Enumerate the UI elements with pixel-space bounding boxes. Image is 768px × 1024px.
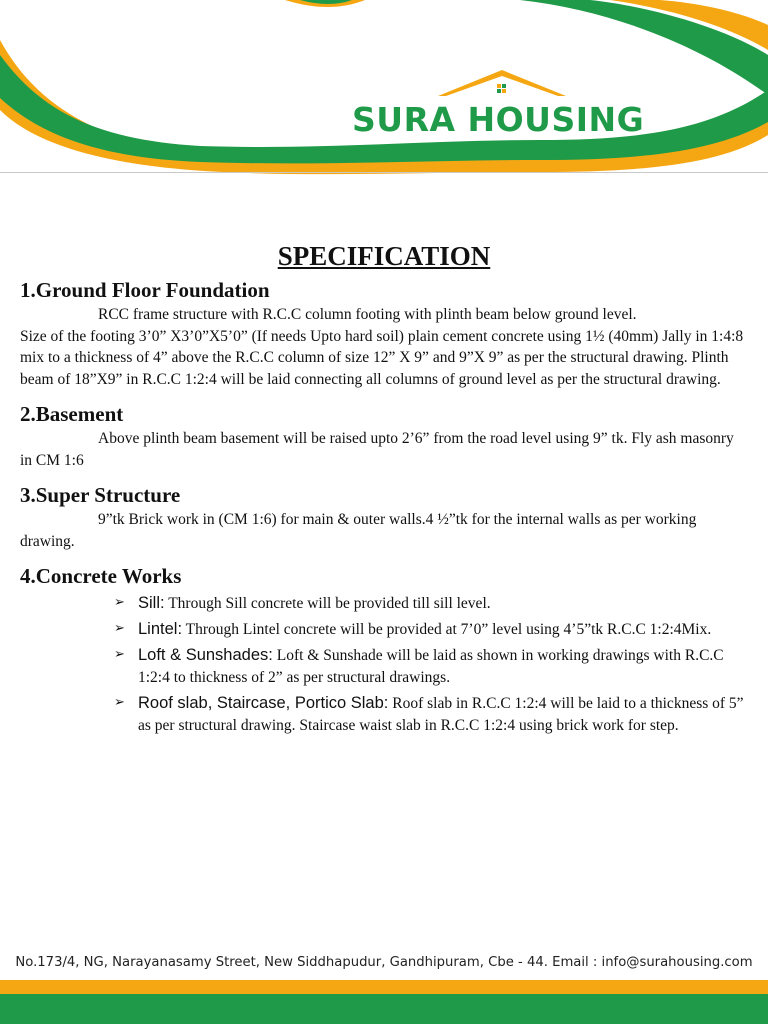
footer-green-band xyxy=(0,994,768,1024)
list-item-text: Roof slab in R.C.C 1:2:4 will be laid to a thickness of 5” as per structural drawing. Staircase waist slab in R.C.C 1:2:4 using brick work for step. xyxy=(138,695,744,734)
arrow-bullet-icon: ➢ xyxy=(114,647,125,662)
list-item-term: Loft & Sunshades: xyxy=(138,646,273,664)
section-heading: 4.Concrete Works xyxy=(20,564,182,588)
concrete-works-list xyxy=(20,592,748,737)
arrow-bullet-icon: ➢ xyxy=(114,595,125,610)
section-paragraph: RCC frame structure with R.C.C column footing with plinth beam below ground level. xyxy=(98,306,637,323)
section-paragraph: Above plinth beam basement will be raised upto 2’6” from the road level using 9” tk. Fly ash masonry in CM 1:6 xyxy=(20,430,734,469)
section-concrete-works xyxy=(20,562,748,737)
document-body xyxy=(20,238,748,740)
list-item-term: Sill: xyxy=(138,594,165,612)
footer-orange-band xyxy=(0,980,768,994)
list-item-text: Through Lintel concrete will be provided at 7’0” level using 4’5”tk R.C.C 1:2:4Mix. xyxy=(185,621,712,638)
list-item-term: Lintel: xyxy=(138,620,183,638)
section-paragraph: Size of the footing 3’0” X3’0”X5’0” (If needs Upto hard soil) plain cement concrete using 1½ (40mm) Jally in 1:4:8 mix to a thickness of 4” above the R.C.C column of size 12” X 9” and 9”X 9” as per the structural drawing. Plinth beam of 18”X9” in R.C.C 1:2:4 will be laid connecting all columns of ground level as per the structural drawing. xyxy=(20,327,744,388)
list-item-text: Through Sill concrete will be provided till sill level. xyxy=(168,595,491,612)
section-paragraph: 9”tk Brick work in (CM 1:6) for main & outer walls.4 ½”tk for the internal walls as per working drawing. xyxy=(20,511,697,550)
page-title: SPECIFICATION xyxy=(277,241,491,271)
arrow-bullet-icon: ➢ xyxy=(114,621,125,636)
section-heading: 3.Super Structure xyxy=(20,483,181,507)
list-item-text: Loft & Sunshade will be laid as shown in working drawings with R.C.C 1:2:4 to thickness of 2” as per structural drawings. xyxy=(138,647,724,686)
letterhead-header xyxy=(0,0,768,175)
list-item xyxy=(114,618,748,641)
footer-address: No.173/4, NG, Narayanasamy Street, New Siddhapudur, Gandhipuram, Cbe - 44. Email : info@surahousing.com xyxy=(15,955,753,970)
list-item xyxy=(114,692,748,737)
header-wave-graphic xyxy=(0,0,768,175)
section-basement xyxy=(20,400,748,471)
section-heading: 1.Ground Floor Foundation xyxy=(20,278,270,302)
section-super-structure xyxy=(20,481,748,552)
list-item xyxy=(114,644,748,689)
company-logo-text: SURA HOUSING xyxy=(352,100,645,139)
house-roof-icon xyxy=(438,70,566,96)
list-item xyxy=(114,592,748,615)
section-heading: 2.Basement xyxy=(20,402,124,426)
section-foundation xyxy=(20,276,748,390)
arrow-bullet-icon: ➢ xyxy=(114,695,125,710)
header-divider xyxy=(0,172,768,173)
list-item-term: Roof slab, Staircase, Portico Slab: xyxy=(138,694,389,712)
